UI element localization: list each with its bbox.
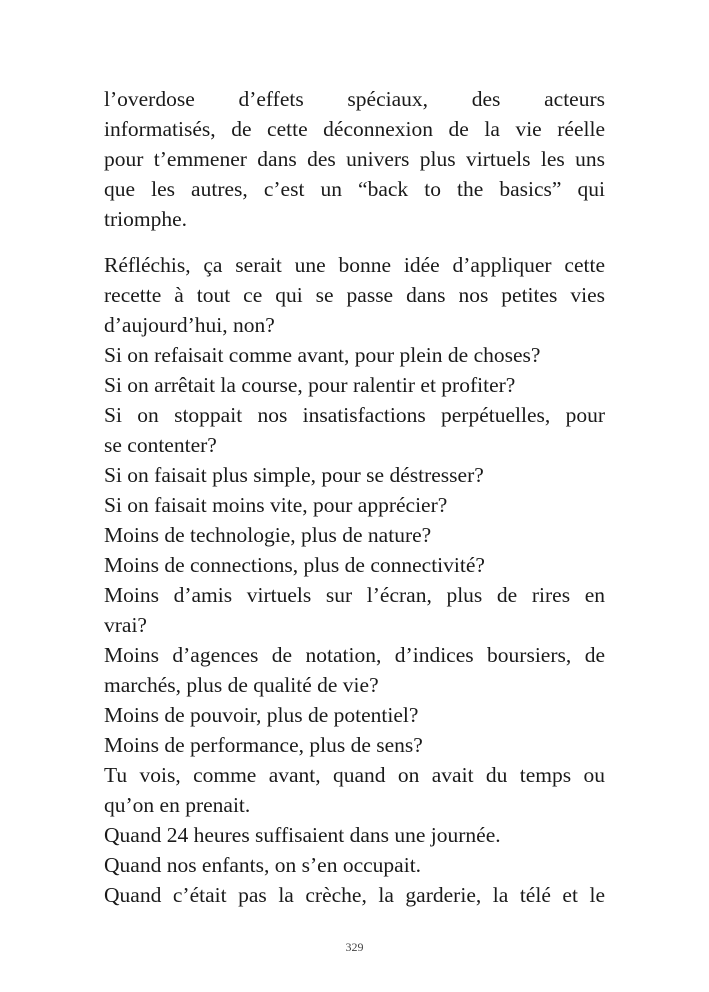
text-line: Quand c’était pas la crèche, la garderie, la télé et le [104,883,605,907]
text-line: d’aujourd’hui, non? [104,313,275,337]
text-line: Moins de performance, plus de sens? [104,733,423,757]
text-line: Moins de technologie, plus de nature? [104,523,432,547]
body-text [104,84,605,910]
text-line: Moins d’amis virtuels sur l’écran, plus de rires en [104,583,605,607]
text-line: vrai? [104,613,147,637]
text-line: informatisés, de cette déconnexion de la vie réelle [104,117,605,141]
text-line: Si on stoppait nos insatisfactions perpétuelles, pour [104,403,605,427]
text-line: Si on faisait plus simple, pour se déstresser? [104,463,484,487]
text-line: Si on faisait moins vite, pour apprécier? [104,493,448,517]
text-line: marchés, plus de qualité de vie? [104,673,379,697]
text-line: Quand 24 heures suffisaient dans une journée. [104,823,501,847]
text-line: Si on refaisait comme avant, pour plein de choses? [104,343,541,367]
text-line: Tu vois, comme avant, quand on avait du temps ou [104,763,605,787]
text-line: Moins d’agences de notation, d’indices boursiers, de [104,643,605,667]
text-line: Réfléchis, ça serait une bonne idée d’appliquer cette [104,253,605,277]
text-line: recette à tout ce qui se passe dans nos petites vies [104,283,605,307]
text-line: triomphe. [104,207,187,231]
paragraph-gap [104,234,605,250]
page-number: 329 [345,940,364,954]
text-line: l’overdose d’effets spéciaux, des acteurs [104,87,605,111]
paragraph-1 [104,84,605,234]
text-line: que les autres, c’est un “back to the basics” qui [104,177,605,201]
text-line: qu’on en prenait. [104,793,251,817]
text-line: Moins de connections, plus de connectivité? [104,553,485,577]
text-line: pour t’emmener dans des univers plus virtuels les uns [104,147,605,171]
text-line: Si on arrêtait la course, pour ralentir et profiter? [104,373,516,397]
text-line: se contenter? [104,433,217,457]
text-line: Moins de pouvoir, plus de potentiel? [104,703,419,727]
text-line: Quand nos enfants, on s’en occupait. [104,853,422,877]
paragraph-2 [104,250,605,910]
